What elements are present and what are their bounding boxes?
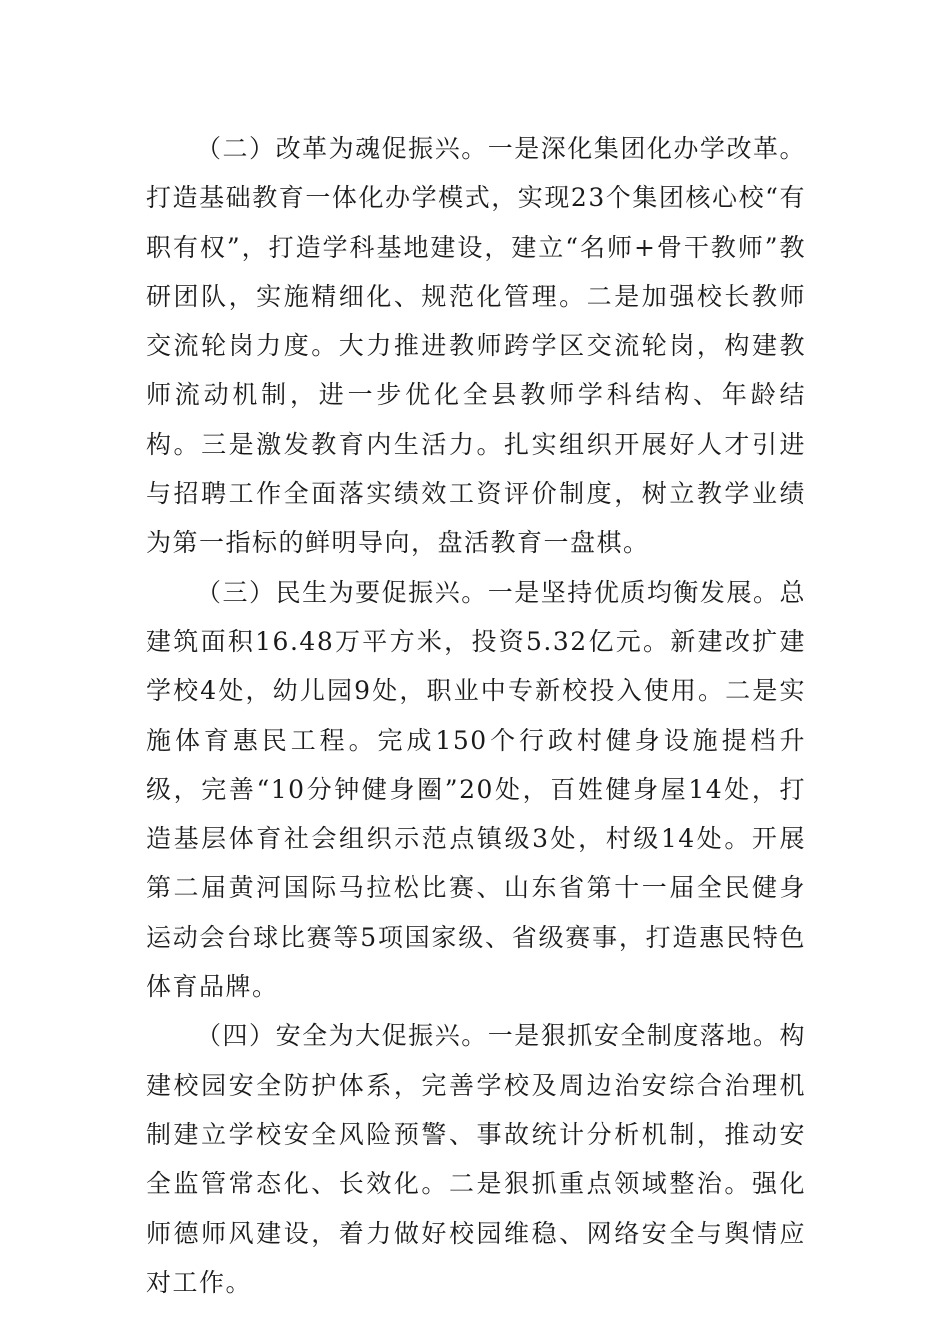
paragraph-reform: （二）改革为魂促振兴。一是深化集团化办学改革。打造基础教育一体化办学模式，实现23个集团核心校“有职有权”，打造学科基地建设，建立“名师+骨干教师”教研团队，实施精细化、规范化管理。二是加强校长教师交流轮岗力度。大力推进教师跨学区交流轮岗，构建教师流动机制，进一步优化全县教师学科结构、年龄结构。三是激发教育内生活力。扎实组织开展好人才引进与招聘工作全面落实绩效工资评价制度，树立教学业绩为第一指标的鲜明导向，盘活教育一盘棋。 [146, 134, 806, 558]
paragraph-safety: （四）安全为大促振兴。一是狠抓安全制度落地。构建校园安全防护体系，完善学校及周边治安综合治理机制建立学校安全风险预警、事故统计分析机制，推动安全监管常态化、长效化。二是狠抓重点领域整治。强化师德师风建设，着力做好校园维稳、网络安全与舆情应对工作。 [146, 1021, 806, 1297]
paragraph-livelihood: （三）民生为要促振兴。一是坚持优质均衡发展。总建筑面积16.48万平方米，投资5.32亿元。新建改扩建学校4处，幼儿园9处，职业中专新校投入使用。二是实施体育惠民工程。完成150个行政村健身设施提档升级，完善“10分钟健身圈”20处，百姓健身屋14处，打造基层体育社会组织示范点镇级3处，村级14处。开展第二届黄河国际马拉松比赛、山东省第十一届全民健身运动会台球比赛等5项国家级、省级赛事，打造惠民特色体育品牌。 [146, 577, 806, 1002]
document-body [146, 124, 806, 1307]
